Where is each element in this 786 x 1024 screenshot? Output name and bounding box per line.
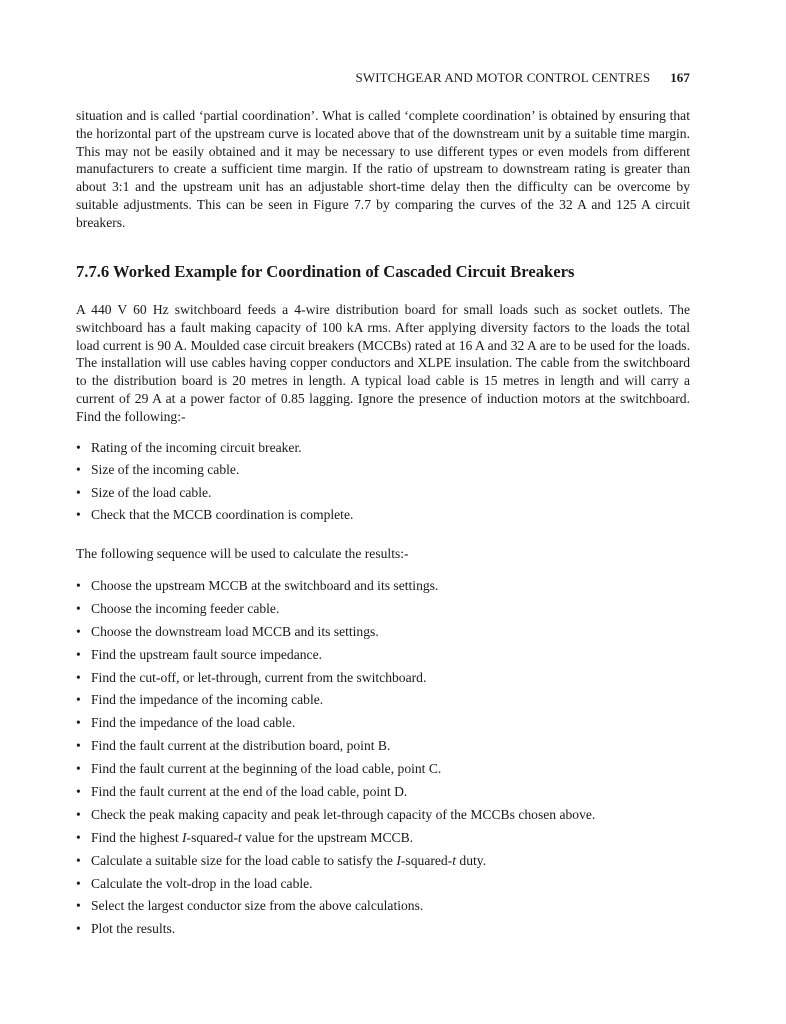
list-item [76,576,690,599]
list-item [76,622,690,645]
running-title: SWITCHGEAR AND MOTOR CONTROL CENTRES [355,70,651,85]
item-text: Calculate the volt-drop in the load cable. [91,875,313,891]
list-item [76,645,690,668]
item-text: Calculate a suitable size for the load cable to satisfy the [91,852,397,868]
item-text: Find the impedance of the load cable. [91,715,296,731]
item-text: Choose the downstream load MCCB and its settings. [91,623,379,639]
list-item [76,896,690,919]
list-item [76,668,690,691]
italic-symbol-i: I [182,829,187,845]
list-item [76,874,690,897]
item-text: duty. [456,852,487,868]
item-text: Find the upstream fault source impedance. [91,646,323,662]
section-heading: 7.7.6 Worked Example for Coordination of Cascaded Circuit Breakers [76,262,575,281]
italic-symbol-i: I [396,852,401,868]
item-text: Check the peak making capacity and peak let-through capacity of the MCCBs chosen above. [91,806,596,822]
italic-symbol-t: t [237,829,242,845]
intro-paragraph: situation and is called ‘partial coordination’. What is called ‘complete coordination’ is obtained by ensuring that the horizontal part of the upstream curve is located above that of the downstream unit by a suitable time margin. This may not be easily obtained and it may be necessary to use different types or even models from different manufacturers to create a sufficient time margin. If the ratio of upstream to downstream rating is greater than about 3:1 and the upstream unit has an adjustable short-time delay then the difficulty can be overcome by suitable adjustments. This can be seen in Figure 7.7 by comparing the curves of the 32 A and 125 A circuit breakers. [76,108,690,230]
item-text: Find the fault current at the distribution board, point B. [91,738,391,754]
list-item [76,828,690,851]
item-text: Find the highest [91,829,183,845]
list-item [76,805,690,828]
item-text: Choose the incoming feeder cable. [91,600,280,616]
item-text: Find the cut-off, or let-through, current from the switchboard. [91,669,427,685]
list-item [76,759,690,782]
list-item [76,851,690,874]
italic-symbol-t: t [452,852,457,868]
problem-paragraph: A 440 V 60 Hz switchboard feeds a 4-wire distribution board for small loads such as socket outlets. The switchboard has a fault making capacity of 100 kA rms. After applying diversity factors to the loads the total load current is 90 A. Moulded case circuit breakers (MCCBs) rated at 16 A and 32 A are to be used for the loads. The installation will use cables having copper conductors and XLPE insulation. The cable from the switchboard to the distribution board is 20 metres in length. A typical load cable is 15 metres in length and will carry a current of 29 A at a power factor of 0.85 lagging. Ignore the presence of induction motors at the switchboard. Find the following:- [76,302,690,424]
find-list [76,438,690,527]
list-item: • Size of the incoming cable. [76,460,690,482]
item-text: value for the upstream MCCB. [241,829,414,845]
page-number: 167 [670,70,690,85]
item-text: -squared- [400,852,453,868]
list-item [76,599,690,622]
list-item [76,782,690,805]
running-header [76,70,690,86]
list-item [76,690,690,713]
list-item [76,713,690,736]
list-item: • Check that the MCCB coordination is complete. [76,505,690,527]
list-item [76,919,690,942]
sequence-intro: The following sequence will be used to calculate the results:- [76,546,409,561]
item-text: Find the fault current at the beginning of the load cable, point C. [91,761,442,777]
item-text: Select the largest conductor size from the above calculations. [91,898,424,914]
list-item [76,736,690,759]
sequence-list [76,576,690,942]
item-text: Plot the results. [91,921,176,937]
list-item: • Size of the load cable. [76,483,690,505]
item-text: Find the impedance of the incoming cable. [91,692,324,708]
list-item: • Rating of the incoming circuit breaker. [76,438,690,460]
item-text: Choose the upstream MCCB at the switchboard and its settings. [91,578,439,593]
item-text: -squared- [186,829,238,845]
item-text: Find the fault current at the end of the load cable, point D. [91,784,408,800]
